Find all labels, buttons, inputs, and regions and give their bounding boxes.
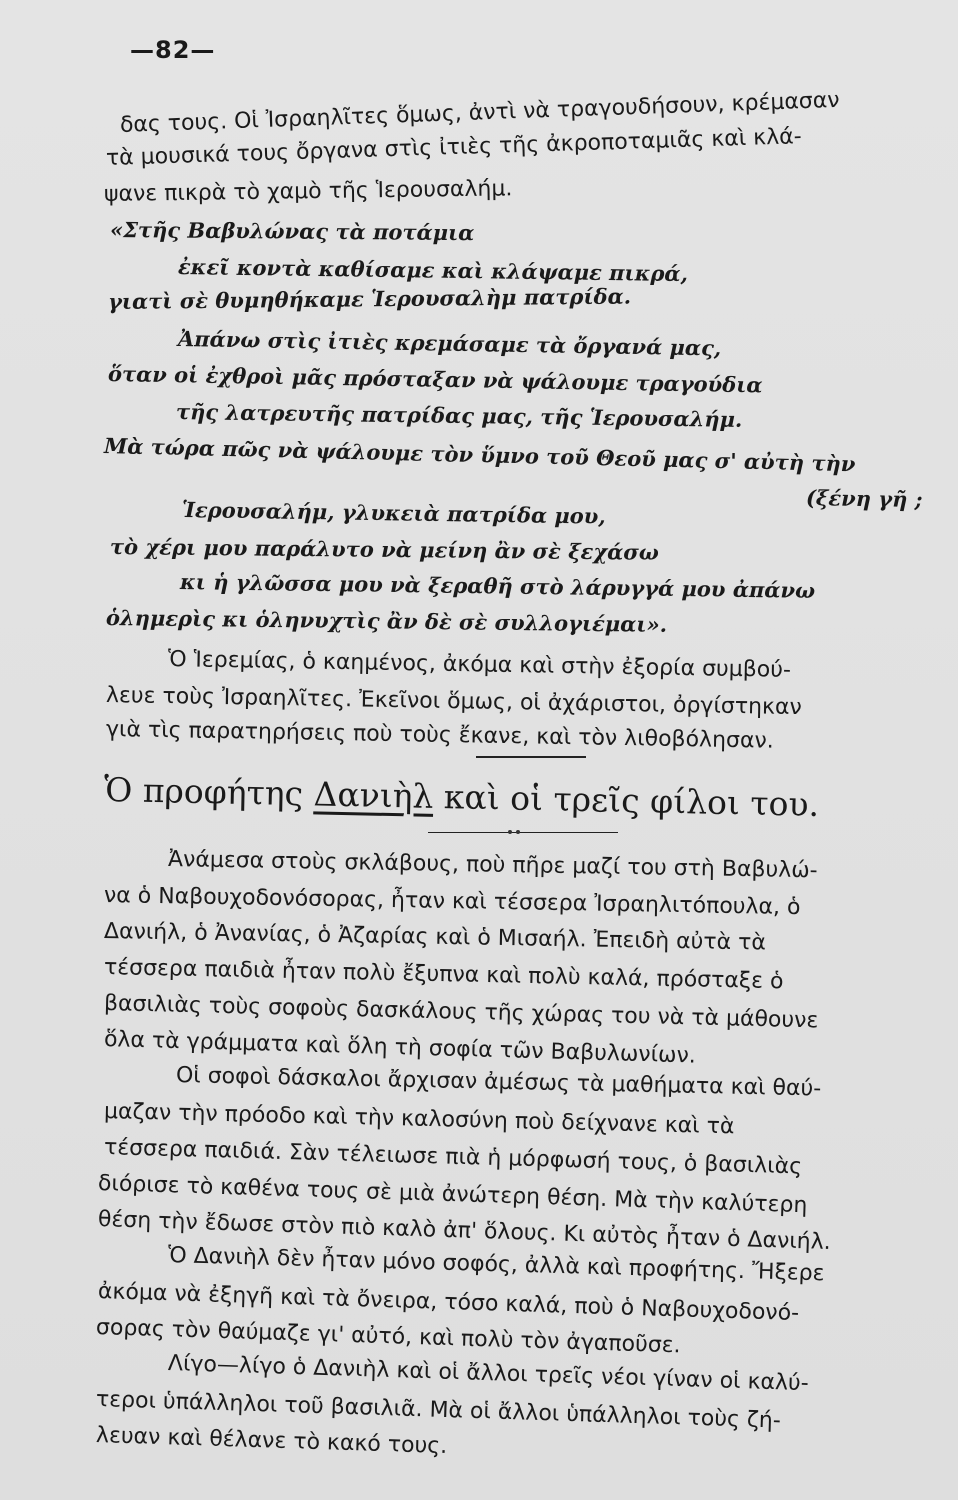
jeremiah-line: γιὰ τὶς παρατηρήσεις ποὺ τοὺς ἔκανε, καὶ τὸν λιθοβόλησαν. — [105, 717, 774, 754]
daniel-line: Λίγο—λίγο ὁ Δανιὴλ καὶ οἱ ἄλλοι τρεῖς νέοι γίναν οἱ καλύ- — [167, 1351, 810, 1397]
poem-line: Ἱερουσαλήμ, γλυκειὰ πατρίδα μου, — [181, 497, 606, 529]
daniel-line: μαζαν τὴν πρόοδο καὶ τὴν καλοσύνη ποὺ δείχνανε καὶ τὰ — [103, 1099, 735, 1140]
daniel-line: τεροι ὑπάλληλοι τοῦ βασιλιᾶ. Μὰ οἱ ἄλλοι ὑπάλληλοι τοὺς ζή- — [95, 1387, 782, 1434]
poem-line: τῆς λατρευτῆς πατρίδας μας, τῆς Ἱερουσαλήμ. — [175, 399, 743, 432]
poem-line: (ξένη γῆ ; — [805, 485, 923, 513]
daniel-line: θέση τὴν ἔδωσε στὸν πιὸ καλὸ ἀπ' ὅλους. Κι αὐτὸς ἦταν ὁ Δανιήλ. — [97, 1207, 832, 1256]
daniel-line: λευαν καὶ θέλανε τὸ κακό τους. — [95, 1423, 448, 1460]
intro-line: ψανε πικρὰ τὸ χαμὸ τῆς Ἱερουσαλήμ. — [103, 176, 513, 207]
intro-line: τὰ μουσικά τους ὄργανα στὶς ἰτιὲς τῆς ἀκροποταμιᾶς καὶ κλά- — [105, 124, 802, 171]
daniel-line: βασιλιὰς τοὺς σοφοὺς δασκάλους τῆς χώρας του νὰ τὰ μάθουνε — [103, 991, 819, 1034]
poem-line: ὁλημερὶς κι ὁληνυχτὶς ἂν δὲ σὲ συλλογιέμαι». — [105, 605, 668, 637]
jeremiah-line: Ὁ Ἱερεμίας, ὁ καημένος, ἀκόμα καὶ στὴν ἐξορία συμβού- — [167, 647, 792, 683]
daniel-line: ἀκόμα νὰ ἐξηγῆ καὶ τὰ ὄνειρα, τόσο καλά, ποὺ ὁ Ναβουχοδονό- — [97, 1279, 800, 1327]
heading-part: Ὁ προφήτης — [103, 770, 315, 814]
daniel-line: ὅλα τὰ γράμματα καὶ ὅλη τὴ σοφία τῶν Βαβυλωνίων. — [103, 1027, 697, 1069]
daniel-line: τέσσερα παιδιὰ ἦταν πολὺ ἔξυπνα καὶ πολὺ καλά, πρόσταξε ὁ — [103, 955, 784, 995]
page-number: —82— — [130, 36, 216, 64]
section-heading — [104, 770, 820, 824]
separator-ornament — [516, 830, 520, 834]
daniel-line: να ὁ Ναβουχοδονόσορας, ἦταν καὶ τέσσερα Ἰσραηλιτόπουλα, ὁ — [103, 883, 801, 921]
poem-line: Μὰ τώρα πῶς νὰ ψάλουμε τὸν ὕμνο τοῦ Θεοῦ μας σ' αὐτὴ τὴν — [103, 433, 856, 477]
poem-line: «Στῆς Βαβυλώνας τὰ ποτάμια — [109, 217, 475, 246]
intro-line: δας τους. Οἱ Ἰσραηλῖτες ὅμως, ἀντὶ νὰ τραγουδήσουν, κρέμασαν — [119, 87, 840, 138]
poem-line: τὸ χέρι μου παράλυτο νὰ μείνη ἂν σὲ ξεχάσω — [109, 534, 659, 565]
daniel-line: Ὁ Δανιὴλ δὲν ἦταν μόνο σοφός, ἀλλὰ καὶ προφήτης. Ἤξερε — [167, 1243, 825, 1287]
daniel-line: Ἀνάμεσα στοὺς σκλάβους, ποὺ πῆρε μαζί του στὴ Βαβυλώ- — [167, 847, 818, 884]
daniel-line: τέσσερα παιδιά. Σὰν τέλειωσε πιὰ ἡ μόρφωσή τους, ὁ βασιλιὰς — [103, 1135, 803, 1180]
poem-line: ἐκεῖ κοντὰ καθίσαμε καὶ κλάψαμε πικρά, — [177, 254, 689, 287]
daniel-line: Οἱ σοφοὶ δάσκαλοι ἄρχισαν ἀμέσως τὰ μαθήματα καὶ θαύ- — [175, 1063, 822, 1102]
poem-line: Ἀπάνω στὶς ἰτιὲς κρεμάσαμε τὰ ὄργανά μας, — [177, 326, 722, 361]
jeremiah-line: λευε τοὺς Ἰσραηλῖτες. Ἐκεῖνοι ὅμως, οἱ ἀχάριστοι, ὀργίστηκαν — [105, 683, 802, 721]
poem-line: ὅταν οἱ ἐχθροὶ μᾶς πρόσταξαν νὰ ψάλουμε τραγούδια — [107, 361, 763, 398]
separator-rule — [476, 756, 586, 758]
daniel-line: σορας τὸν θαύμαζε γι' αὐτό, καὶ πολὺ τὸν ἀγαποῦσε. — [95, 1315, 681, 1359]
poem-line: γιατὶ σὲ θυμηθήκαμε Ἱερουσαλὴμ πατρίδα. — [107, 283, 632, 314]
daniel-line: διόρισε τὸ καθένα τους σὲ μιὰ ἀνώτερη θέση. Μὰ τὴν καλύτερη — [97, 1171, 808, 1219]
heading-underlined-name: Δανιὴλ — [313, 774, 434, 816]
daniel-line: Δανιήλ, ὁ Ἀνανίας, ὁ Ἀζαρίας καὶ ὁ Μισαήλ. Ἐπειδὴ αὐτὰ τὰ — [103, 919, 767, 956]
separator-ornament — [508, 830, 512, 834]
separator-rule — [428, 832, 618, 833]
poem-line: κι ἡ γλῶσσα μου νὰ ξεραθῆ στὸ λάρυγγά μου ἀπάνω — [179, 569, 816, 603]
heading-part: καὶ οἱ τρεῖς φίλοι του. — [433, 776, 820, 824]
